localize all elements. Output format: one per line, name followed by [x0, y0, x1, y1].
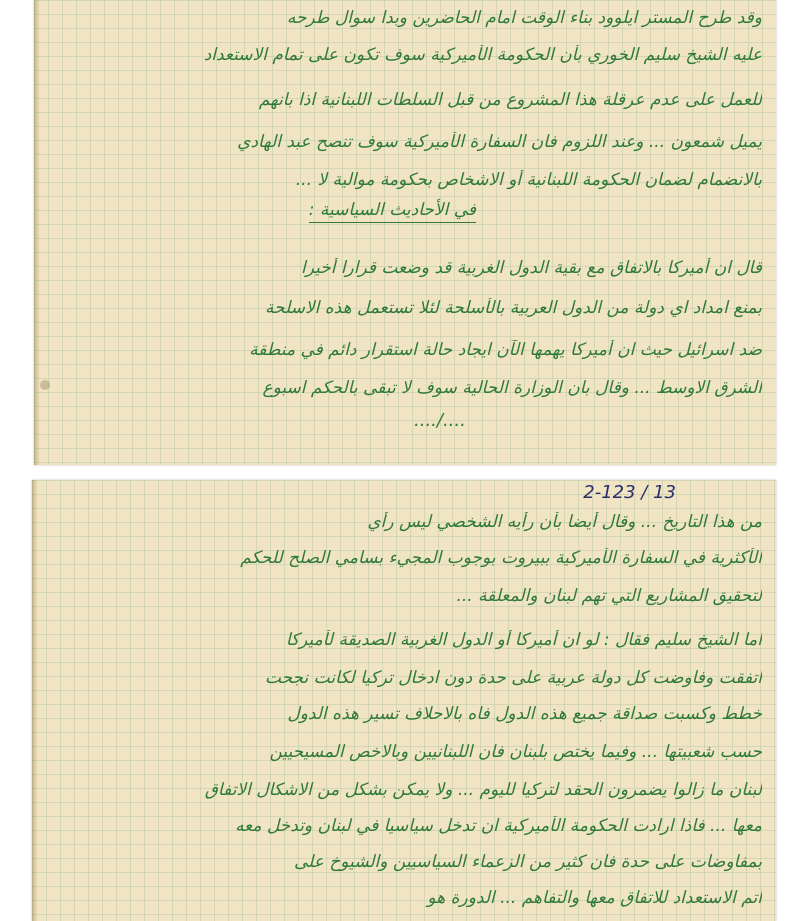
text-line: قال ان أميركا بالاتفاق مع بقية الدول الغربية قد وضعت قرارا أخيرا: [300, 258, 762, 278]
text-line: معها ... فاذا ارادت الحكومة الأميركية ان تدخل سياسيا في لبنان وتدخل معه: [235, 816, 762, 836]
text-line: لبنان ما زالوا يضمرون الحقد لتركيا لليوم ... ولا يمكن بشكل من الاشكال الاتفاق: [204, 780, 762, 800]
text-line: حسب شعبيتها ... وفيما يختص بلبنان فان اللبنانيين وبالاخص المسيحيين: [269, 742, 762, 762]
document-page-bottom: [32, 480, 776, 921]
document-page-top: [34, 0, 776, 465]
text-line: خطط وكسبت صداقة جميع هذه الدول فاه بالاحلاف تسير هذه الدول: [287, 704, 762, 724]
page-shadow: [34, 0, 40, 465]
text-line: بالانضمام لضمان الحكومة اللبنانية أو الاشخاص بحكومة موالية لا ...: [295, 170, 762, 190]
binder-hole: [40, 380, 50, 390]
text-line: بمفاوضات على حدة فان كثير من الزعماء السياسيين والشيوخ على: [293, 852, 762, 872]
text-line: اما الشيخ سليم فقال : لو ان أميركا أو الدول الغربية الصديقة لأميركا: [285, 630, 762, 650]
text-line: ضد اسرائيل حيث ان أميركا يهمها الآن ايجاد حالة استقرار دائم في منطقة: [249, 340, 762, 360]
text-line: بمنع امداد اي دولة من الدول العربية بالأسلحة لئلا تستعمل هذه الاسلحة: [264, 298, 762, 318]
text-line: للعمل على عدم عرقلة هذا المشروع من قبل السلطات اللبنانية اذا بانهم: [258, 90, 762, 110]
text-line: أتم الاستعداد للاتفاق معها والتفاهم ... الدورة هو: [427, 888, 762, 908]
text-line: من هذا التاريخ ... وقال أيضا بأن رأيه الشخصي ليس رأي: [367, 512, 762, 532]
text-line: الشرق الاوسط ... وقال بان الوزارة الحالية سوف لا تبقى بالحكم اسبوع: [262, 378, 762, 398]
closing-separator: ..../....: [414, 410, 466, 431]
text-line: الأكثرية في السفارة الأميركية ببيروت بوجوب المجيء بسامي الصلح للحكم: [240, 548, 762, 568]
section-heading: في الأحاديث السياسية :: [309, 200, 476, 223]
text-line: اتفقت وفاوضت كل دولة عربية على حدة دون ادخال تركيا لكانت نجحت: [264, 668, 762, 688]
page-shadow: [32, 480, 38, 921]
text-line: وقد طرح المستر ايلوود بناء الوقت امام الحاضرين وبدا سوال طرحه: [286, 8, 762, 28]
text-line: يميل شمعون ... وعند اللزوم فان السفارة الأميركية سوف تنصح عبد الهادي: [237, 132, 762, 152]
text-line: لتحقيق المشاريع التي تهم لبنان والمعلقة ...: [456, 586, 762, 606]
document-reference-number: 2-123 / 13: [583, 482, 676, 503]
text-line: عليه الشيخ سليم الخوري بأن الحكومة الأميركية سوف تكون على تمام الاستعداد: [203, 45, 762, 65]
